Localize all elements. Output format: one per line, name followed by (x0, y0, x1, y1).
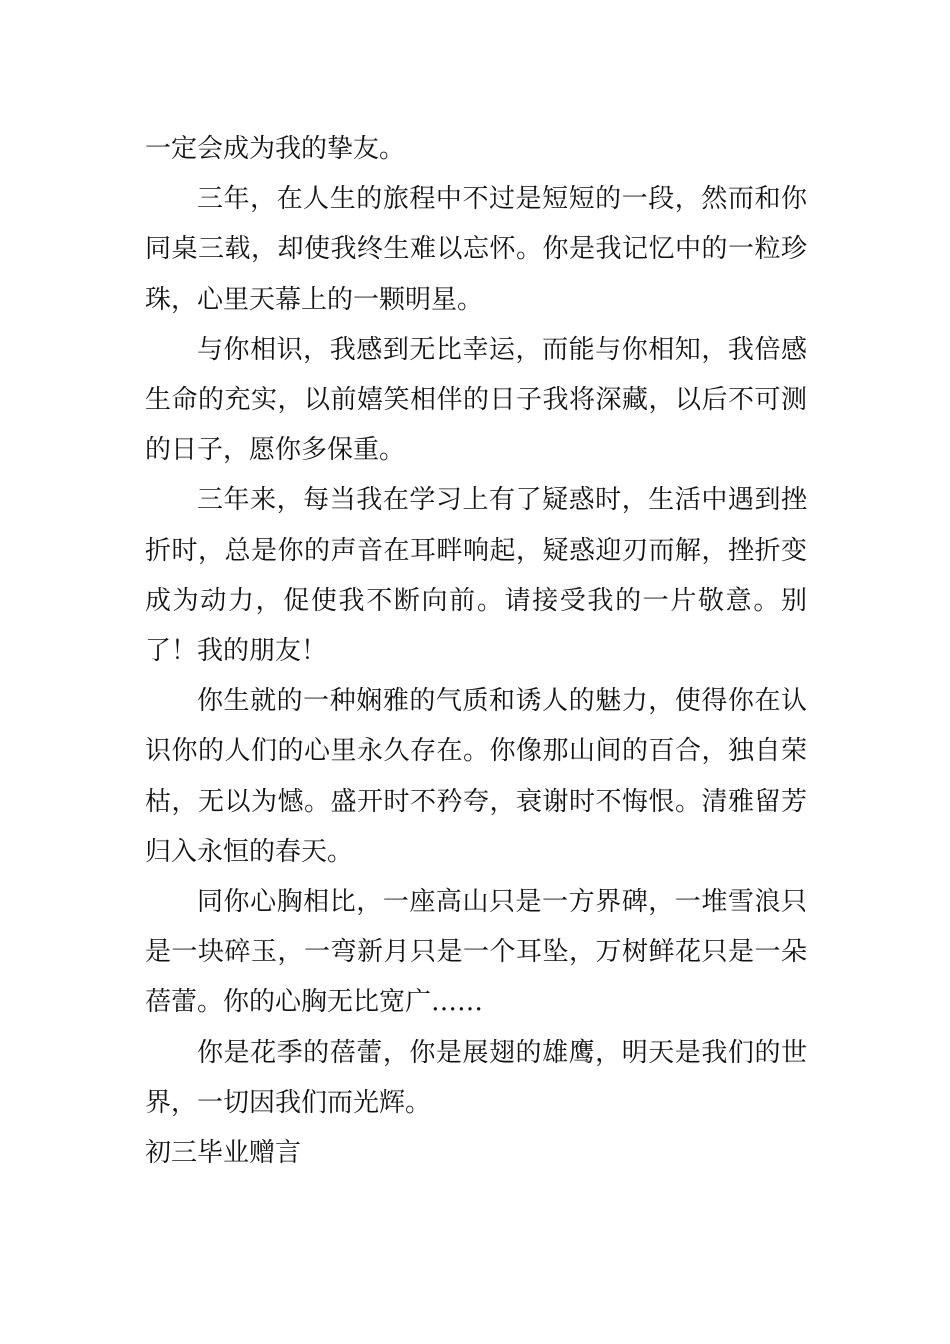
paragraph: 三年，在人生的旅程中不过是短短的一段，然而和你同桌三载，却使我终生难以忘怀。你是我记忆中的一粒珍珠，心里天幕上的一颗明星。 (145, 184, 807, 315)
section-heading: 初三毕业赠言 (145, 1138, 302, 1169)
document-body (145, 124, 807, 1178)
paragraph: 同你心胸相比，一座高山只是一方界碑，一堆雪浪只是一块碎玉，一弯新月只是一个耳坠，万树鲜花只是一朵蓓蕾。你的心胸无比宽广…… (145, 887, 807, 1018)
paragraph-continuation: 一定会成为我的挚友。 (145, 134, 406, 164)
paragraph: 你生就的一种娴雅的气质和诱人的魅力，使得你在认识你的人们的心里永久存在。你像那山间的百合，独自荣枯，无以为憾。盛开时不矜夸，衰谢时不悔恨。清雅留芳归入永恒的春天。 (145, 686, 807, 867)
paragraph: 与你相识，我感到无比幸运，而能与你相知，我倍感生命的充实，以前嬉笑相伴的日子我将深藏，以后不可测的日子，愿你多保重。 (145, 334, 807, 466)
paragraph: 你是花季的蓓蕾，你是展翅的雄鹰，明天是我们的世界，一切因我们而光辉。 (145, 1037, 807, 1118)
paragraph: 三年来，每当我在学习上有了疑惑时，生活中遇到挫折时，总是你的声音在耳畔响起，疑惑迎刃而解，挫折变成为动力，促使我不断向前。请接受我的一片敬意。别了！我的朋友！ (145, 485, 807, 667)
